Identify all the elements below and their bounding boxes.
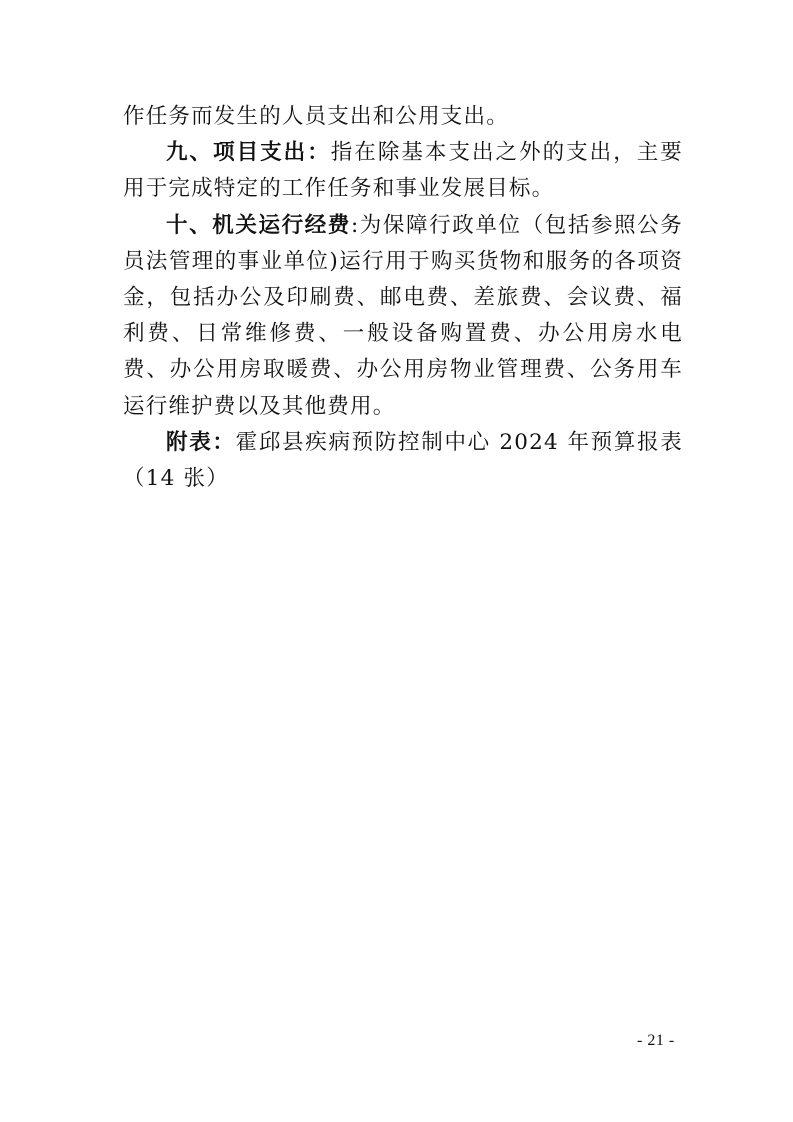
appendix-heading: 附表： [166, 429, 236, 455]
document-body [123, 99, 683, 497]
page-number: - 21 - [637, 1032, 675, 1049]
appendix-text: 霍邱县疾病预防控制中心 2024 年预算报表（14 张） [123, 429, 683, 492]
paragraph-continuation [123, 99, 683, 135]
paragraph-project-expenditure [123, 135, 683, 207]
paragraph-operating-funds [123, 208, 683, 425]
section-heading-project-expenditure: 九、项目支出： [166, 140, 331, 166]
paragraph-text: 作任务而发生的人员支出和公用支出。 [123, 104, 509, 129]
section-heading-operating-funds: 十、机关运行经费 [166, 212, 351, 238]
paragraph-text: 指在除基本支出之外的支出，主要用于完成特定的工作任务和事业发展目标。 [123, 140, 683, 202]
paragraph-text: :为保障行政单位（包括参照公务员法管理的事业单位)运行用于购买货物和服务的各项资金，包括办公及印刷费、邮电费、差旅费、会议费、福利费、日常维修费、一般设备购置费、办公用房水电费、办公用房取暖费、办公用房物业管理费、公务用车运行维护费以及其他费用。 [123, 212, 683, 419]
paragraph-appendix [123, 425, 683, 497]
